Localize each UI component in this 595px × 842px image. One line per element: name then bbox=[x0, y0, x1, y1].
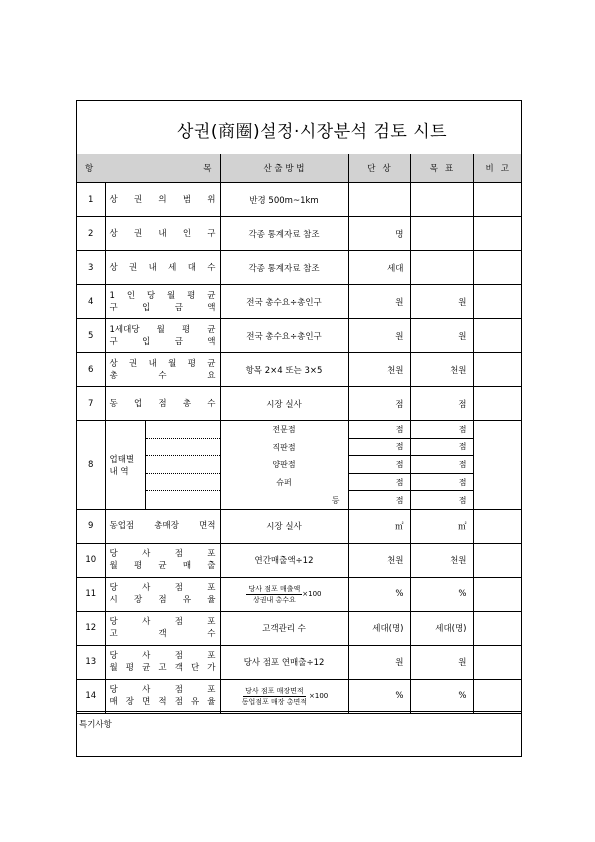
row-note bbox=[473, 217, 521, 251]
item-line-1-char: 상 bbox=[109, 358, 118, 369]
unit-label: 점 bbox=[395, 495, 404, 505]
row-unit: % bbox=[348, 679, 410, 713]
item-line-1-char: 당 bbox=[109, 583, 118, 594]
item-line-1-char: 당 bbox=[109, 651, 118, 662]
fraction-numerator: 당사 점포 매장면적 bbox=[245, 686, 304, 695]
row-item bbox=[105, 577, 220, 611]
item-line-2-char: 평 bbox=[133, 561, 143, 572]
item-line-char: 권 bbox=[129, 262, 138, 273]
row-item bbox=[105, 611, 220, 645]
item-line-char: 수 bbox=[207, 398, 216, 409]
target-line bbox=[411, 421, 473, 439]
target-line bbox=[411, 491, 473, 509]
row-target: % bbox=[410, 577, 473, 611]
table-row bbox=[77, 285, 521, 319]
item-line-2-char: 율 bbox=[207, 697, 216, 708]
row-item bbox=[105, 285, 220, 319]
item-line-1-char: 사 bbox=[142, 549, 151, 560]
item-line-1-char: 포 bbox=[207, 651, 216, 662]
row-note bbox=[473, 577, 521, 611]
row-target: 원 bbox=[410, 645, 473, 679]
header-item-1: 항 bbox=[85, 164, 94, 174]
item-line-2-char: 금 bbox=[174, 302, 183, 313]
item-line-1-char: 월 bbox=[156, 324, 165, 335]
row-note bbox=[473, 611, 521, 645]
item-line-char: 인 bbox=[182, 228, 192, 239]
item-line-1-char: 권 bbox=[129, 358, 138, 369]
item-line-2 bbox=[110, 594, 216, 606]
item-line-1-char: 포 bbox=[207, 685, 216, 696]
item-line-2-char: 수 bbox=[158, 370, 167, 381]
item-line-1 bbox=[110, 290, 216, 302]
header-note-2: 고 bbox=[500, 164, 509, 174]
unit-label: 점 bbox=[395, 442, 404, 452]
item-line-1-char: 당 bbox=[109, 617, 118, 628]
table-row bbox=[77, 387, 521, 421]
item-line-1-char: 점 bbox=[174, 583, 183, 594]
table-row bbox=[77, 251, 521, 285]
method-label: 양판점 bbox=[272, 460, 296, 470]
item-line-2-char: 월 bbox=[109, 663, 118, 674]
title-bar bbox=[77, 101, 521, 155]
sub-line bbox=[146, 456, 220, 474]
fraction-multiplier: ×100 bbox=[309, 692, 329, 701]
row-item bbox=[105, 421, 145, 510]
item-line bbox=[110, 398, 216, 410]
item-line-2-char: 출 bbox=[207, 561, 216, 572]
item-line-2-char: 수 bbox=[207, 629, 216, 640]
row-target: ㎡ bbox=[410, 509, 473, 543]
row-unit: 세대(명) bbox=[348, 611, 410, 645]
row-unit: 천원 bbox=[348, 353, 410, 387]
sub-line bbox=[146, 491, 220, 509]
item-line-1-char: 당 bbox=[109, 685, 118, 696]
item-line-2-char: 매 bbox=[109, 697, 118, 708]
fraction-multiplier: ×100 bbox=[302, 590, 322, 599]
item-line-1 bbox=[110, 684, 216, 696]
notes-section bbox=[77, 711, 521, 757]
row-method: 고객관리 수 bbox=[220, 611, 348, 645]
item-line-2-char: 율 bbox=[207, 595, 216, 606]
fraction-denominator: 상권내 총수요 bbox=[252, 595, 296, 604]
item-line-1-char: 포 bbox=[207, 617, 216, 628]
item-line-2-char: 적 bbox=[158, 697, 167, 708]
row-note bbox=[473, 645, 521, 679]
item-line-2-char: 시 bbox=[109, 595, 118, 606]
row-method bbox=[220, 577, 348, 611]
table-row bbox=[77, 577, 521, 611]
row-note bbox=[473, 387, 521, 421]
item-line-1-char: 점 bbox=[174, 549, 183, 560]
item-line-1-char: 균 bbox=[207, 358, 216, 369]
item-line bbox=[110, 262, 216, 274]
item-line-1-char: 인 bbox=[126, 290, 136, 301]
item-line bbox=[110, 520, 216, 532]
row-number: 3 bbox=[77, 251, 105, 285]
fraction-numerator: 당사 점포 매출액 bbox=[248, 584, 301, 593]
method-fraction bbox=[246, 584, 321, 605]
row-method: 시장 실사 bbox=[220, 509, 348, 543]
row-method: 연간매출액÷12 bbox=[220, 543, 348, 577]
row-note bbox=[473, 353, 521, 387]
item-line bbox=[110, 194, 216, 206]
target-label: 점 bbox=[458, 442, 467, 452]
row-note bbox=[473, 251, 521, 285]
row-method: 시장 실사 bbox=[220, 387, 348, 421]
target-label: 점 bbox=[458, 495, 467, 505]
row-number: 10 bbox=[77, 543, 105, 577]
item-line-1-char: 사 bbox=[142, 685, 151, 696]
item-line-1 bbox=[110, 582, 216, 594]
method-line bbox=[221, 474, 348, 492]
item-line-char: 상 bbox=[109, 262, 118, 273]
row-units bbox=[348, 421, 410, 510]
item-line-1 bbox=[110, 358, 216, 370]
header-target-1: 목 bbox=[429, 164, 445, 174]
method-label: 직판점 bbox=[272, 442, 296, 452]
target-line bbox=[411, 439, 473, 457]
fraction-body bbox=[246, 584, 302, 605]
row-item-label: 업태별 내 역 bbox=[109, 454, 135, 477]
header-row bbox=[77, 154, 521, 183]
unit-label: 점 bbox=[395, 477, 404, 487]
item-line-char: 상 bbox=[109, 228, 118, 239]
row-number: 2 bbox=[77, 217, 105, 251]
row-unit: 원 bbox=[348, 285, 410, 319]
sub-line bbox=[146, 421, 220, 439]
row-unit: 원 bbox=[348, 319, 410, 353]
item-line-2-char: 균 bbox=[142, 663, 151, 674]
unit-line bbox=[349, 456, 410, 474]
item-line-1-char: 당 bbox=[146, 290, 156, 301]
row-unit: 점 bbox=[348, 387, 410, 421]
table-row bbox=[77, 319, 521, 353]
item-line-char: 총매장 bbox=[154, 521, 179, 532]
item-line-2-char: 평 bbox=[125, 663, 135, 674]
item-line-1 bbox=[110, 650, 216, 662]
row-item bbox=[105, 183, 220, 217]
target-label: 점 bbox=[458, 477, 467, 487]
item-line-2-char: 가 bbox=[207, 663, 216, 674]
unit-line bbox=[349, 474, 410, 492]
row-target: % bbox=[410, 679, 473, 713]
method-label: 슈퍼 bbox=[276, 478, 292, 488]
unit-line bbox=[349, 491, 410, 509]
item-line-char: 면적 bbox=[199, 521, 216, 532]
row-method: 전국 총수요÷총인구 bbox=[220, 285, 348, 319]
row-number: 13 bbox=[77, 645, 105, 679]
item-line-2-char: 객 bbox=[174, 663, 183, 674]
row-unit: ㎡ bbox=[348, 509, 410, 543]
item-line-char: 권 bbox=[133, 228, 143, 239]
item-line-char: 구 bbox=[207, 228, 216, 239]
target-line bbox=[411, 474, 473, 492]
item-line-char: 내 bbox=[148, 262, 157, 273]
row-item bbox=[105, 387, 220, 421]
unit-label: 점 bbox=[395, 459, 404, 469]
row-method bbox=[220, 679, 348, 713]
target-label: 점 bbox=[458, 424, 467, 434]
item-line-2-char: 점 bbox=[158, 595, 167, 606]
header-method: 산 출 방 법 bbox=[220, 154, 348, 183]
table-row bbox=[77, 217, 521, 251]
item-line-char: 위 bbox=[207, 194, 216, 205]
item-line-2-char: 구 bbox=[109, 302, 118, 313]
item-line bbox=[110, 228, 216, 240]
table-row bbox=[77, 353, 521, 387]
row-targets bbox=[410, 421, 473, 510]
item-line-2-char: 면 bbox=[142, 697, 151, 708]
notes-label: 특기사항 bbox=[79, 720, 112, 730]
item-line-2-char: 금 bbox=[174, 336, 183, 347]
row-number: 8 bbox=[77, 421, 105, 510]
item-line-1-char: 월 bbox=[168, 358, 177, 369]
row-item bbox=[105, 217, 220, 251]
row-note bbox=[473, 319, 521, 353]
item-line-char: 세 bbox=[168, 262, 177, 273]
row-note bbox=[473, 509, 521, 543]
item-line-char: 총 bbox=[182, 398, 192, 409]
header-item-2: 목 bbox=[203, 164, 212, 174]
row-number: 12 bbox=[77, 611, 105, 645]
unit-line bbox=[349, 439, 410, 457]
item-line-2 bbox=[110, 696, 216, 708]
row-number: 11 bbox=[77, 577, 105, 611]
item-line-2-char: 액 bbox=[207, 302, 216, 313]
row-number: 1 bbox=[77, 183, 105, 217]
item-line-1-char: 사 bbox=[142, 651, 151, 662]
row-method: 반경 500m~1km bbox=[220, 183, 348, 217]
item-line-1-char: 점 bbox=[174, 651, 183, 662]
item-line-1-char: 균 bbox=[207, 290, 216, 301]
header-target-2: 표 bbox=[445, 164, 454, 174]
item-line-1-char: 평 bbox=[187, 358, 196, 369]
item-line-char: 대 bbox=[187, 262, 196, 273]
item-line-1-char: 포 bbox=[207, 549, 216, 560]
row-number: 7 bbox=[77, 387, 105, 421]
row-item bbox=[105, 679, 220, 713]
item-line-char: 권 bbox=[133, 194, 143, 205]
row-note bbox=[473, 543, 521, 577]
unit-label: 점 bbox=[395, 424, 404, 434]
page-title: 상권(商圈)설정·시장분석 검토 시트 bbox=[177, 122, 448, 142]
method-line bbox=[221, 456, 348, 474]
item-line-2-char: 월 bbox=[109, 561, 118, 572]
row-note bbox=[473, 679, 521, 713]
row-method: 항목 2×4 또는 3×5 bbox=[220, 353, 348, 387]
table-row bbox=[77, 183, 521, 217]
item-line-char: 상 bbox=[109, 194, 118, 205]
review-table bbox=[77, 154, 521, 714]
item-line-char: 동 bbox=[109, 398, 118, 409]
method-line bbox=[221, 491, 348, 509]
item-line-char: 의 bbox=[158, 194, 167, 205]
target-label: 점 bbox=[458, 459, 467, 469]
row-sub-items bbox=[145, 421, 220, 510]
item-line-2-char: 유 bbox=[190, 697, 200, 708]
item-line-2-char: 요 bbox=[207, 370, 216, 381]
table-row bbox=[77, 611, 521, 645]
row-item bbox=[105, 319, 220, 353]
table-row bbox=[77, 679, 521, 713]
item-line-2-char: 구 bbox=[109, 336, 118, 347]
row-target: 원 bbox=[410, 285, 473, 319]
row-method: 전국 총수요÷총인구 bbox=[220, 319, 348, 353]
item-line-1-char: 내 bbox=[148, 358, 157, 369]
item-line-2-char: 입 bbox=[142, 336, 151, 347]
row-note bbox=[473, 421, 521, 510]
row-unit: 천원 bbox=[348, 543, 410, 577]
item-line-2-char: 점 bbox=[174, 697, 183, 708]
fraction-body bbox=[240, 686, 309, 707]
item-line-1-char: 1세대당 bbox=[109, 324, 140, 335]
item-line-2-char: 객 bbox=[158, 629, 167, 640]
row-item bbox=[105, 353, 220, 387]
method-line bbox=[221, 421, 348, 439]
row-note bbox=[473, 183, 521, 217]
item-line-char: 내 bbox=[158, 228, 167, 239]
sub-line bbox=[146, 439, 220, 457]
item-line-1-char: 사 bbox=[142, 583, 151, 594]
method-label: 전문점 bbox=[272, 425, 296, 435]
item-line-1-char: 월 bbox=[167, 290, 176, 301]
item-line-2-char: 액 bbox=[207, 336, 216, 347]
item-line-2 bbox=[110, 560, 216, 572]
item-line-2 bbox=[110, 302, 216, 314]
item-line-char: 수 bbox=[207, 262, 216, 273]
item-line-1-char: 포 bbox=[207, 583, 216, 594]
row-target: 천원 bbox=[410, 353, 473, 387]
item-line-char: 범 bbox=[182, 194, 192, 205]
item-line-2-char: 장 bbox=[133, 595, 143, 606]
row-item bbox=[105, 509, 220, 543]
item-line-2 bbox=[110, 662, 216, 674]
row-item bbox=[105, 645, 220, 679]
row-unit: 명 bbox=[348, 217, 410, 251]
row-unit: % bbox=[348, 577, 410, 611]
row-number: 6 bbox=[77, 353, 105, 387]
sub-line bbox=[146, 474, 220, 492]
item-line-2-char: 균 bbox=[158, 561, 167, 572]
review-sheet bbox=[76, 100, 522, 757]
item-line-char: 동업점 bbox=[109, 521, 135, 532]
row-target: 천원 bbox=[410, 543, 473, 577]
row-method: 각종 통계자료 참조 bbox=[220, 251, 348, 285]
row-target: 점 bbox=[410, 387, 473, 421]
item-line-2-char: 총 bbox=[109, 370, 118, 381]
row-item bbox=[105, 543, 220, 577]
row-unit: 원 bbox=[348, 645, 410, 679]
item-line-2-char: 장 bbox=[125, 697, 135, 708]
row-target bbox=[410, 183, 473, 217]
row-target: 원 bbox=[410, 319, 473, 353]
item-line-1-char: 사 bbox=[142, 617, 151, 628]
row-number: 14 bbox=[77, 679, 105, 713]
item-line-1-char: 1 bbox=[109, 290, 115, 301]
row-target bbox=[410, 217, 473, 251]
item-line-2-char: 입 bbox=[142, 302, 151, 313]
table-row bbox=[77, 543, 521, 577]
item-line-1-char: 평 bbox=[187, 290, 196, 301]
item-line-2-char: 단 bbox=[190, 663, 200, 674]
table-row bbox=[77, 421, 521, 510]
method-label: 등 bbox=[331, 495, 340, 505]
header-unit-1: 단 bbox=[367, 164, 383, 174]
item-line-2 bbox=[110, 370, 216, 382]
row-note bbox=[473, 285, 521, 319]
item-line-2 bbox=[110, 336, 216, 348]
item-line-char: 업 bbox=[133, 398, 143, 409]
table-row bbox=[77, 645, 521, 679]
item-line-2-char: 고 bbox=[109, 629, 118, 640]
item-line-1-char: 평 bbox=[181, 324, 191, 335]
header-note-1: 비 bbox=[485, 164, 501, 174]
header-unit-2: 상 bbox=[382, 164, 391, 174]
row-number: 5 bbox=[77, 319, 105, 353]
item-line-char: 점 bbox=[158, 398, 167, 409]
row-method: 각종 통계자료 참조 bbox=[220, 217, 348, 251]
item-line-1-char: 당 bbox=[109, 549, 118, 560]
row-unit bbox=[348, 183, 410, 217]
item-line-1 bbox=[110, 324, 216, 336]
method-fraction bbox=[240, 686, 329, 707]
row-number: 9 bbox=[77, 509, 105, 543]
item-line-1 bbox=[110, 548, 216, 560]
fraction-denominator: 동업점포 매장 총면적 bbox=[241, 697, 308, 706]
row-number: 4 bbox=[77, 285, 105, 319]
item-line-1-char: 점 bbox=[174, 617, 183, 628]
row-target: 세대(명) bbox=[410, 611, 473, 645]
target-line bbox=[411, 456, 473, 474]
row-item bbox=[105, 251, 220, 285]
item-line-1 bbox=[110, 616, 216, 628]
row-target bbox=[410, 251, 473, 285]
row-method: 당사 점포 연매출÷12 bbox=[220, 645, 348, 679]
method-line bbox=[221, 439, 348, 457]
item-line-1-char: 점 bbox=[174, 685, 183, 696]
item-line-1-char: 균 bbox=[207, 324, 216, 335]
unit-line bbox=[349, 421, 410, 439]
row-unit: 세대 bbox=[348, 251, 410, 285]
row-methods bbox=[220, 421, 348, 510]
table-row bbox=[77, 509, 521, 543]
item-line-2 bbox=[110, 628, 216, 640]
item-line-2-char: 매 bbox=[182, 561, 192, 572]
item-line-2-char: 고 bbox=[158, 663, 167, 674]
item-line-2-char: 유 bbox=[182, 595, 192, 606]
